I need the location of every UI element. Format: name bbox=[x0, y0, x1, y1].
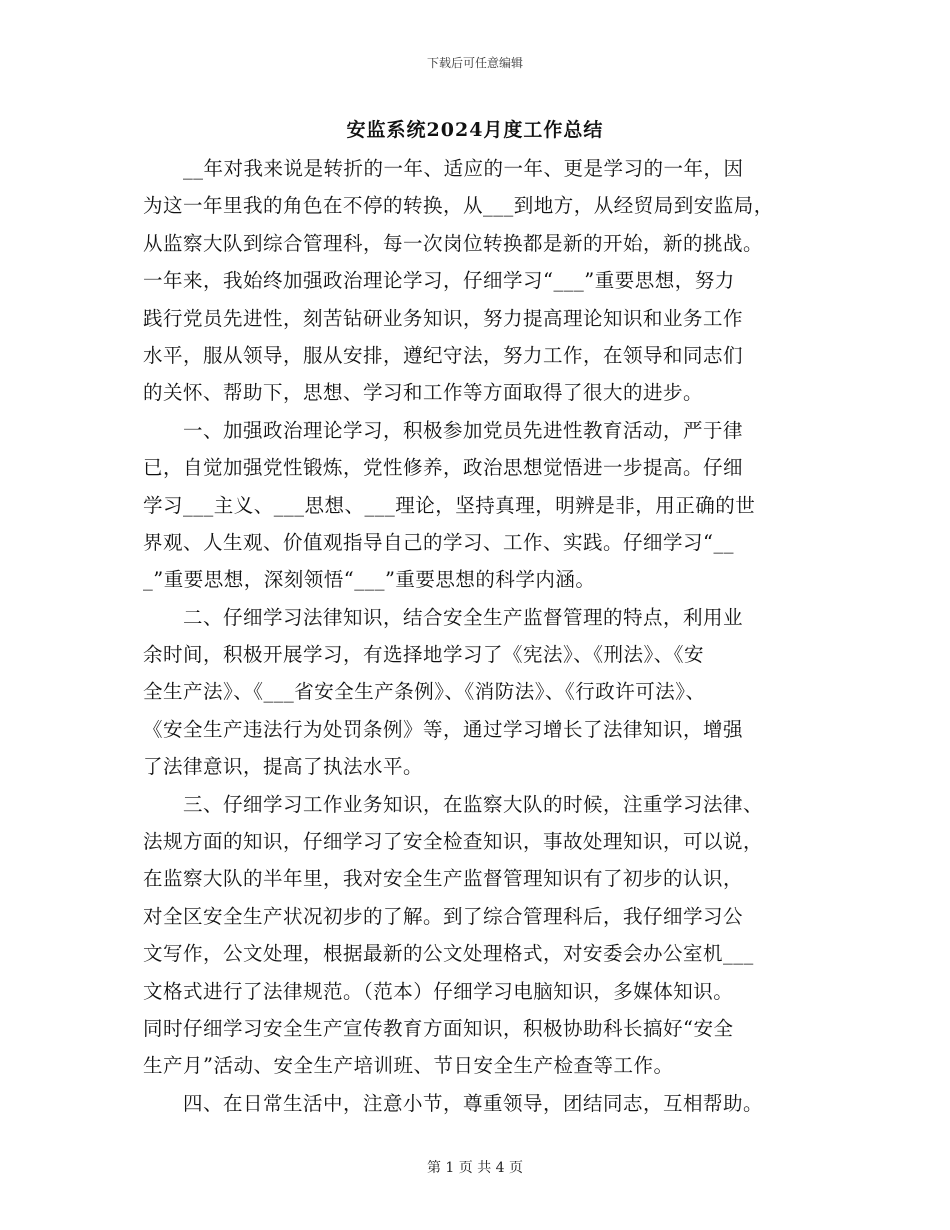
page-header-note: 下载后可任意编辑 bbox=[426, 56, 523, 70]
text-line: 学习___主义、___思想、___理论，坚持真理，明辨是非，用正确的世 bbox=[143, 493, 756, 517]
text-line: 水平，服从领导，服从安排，遵纪守法，努力工作，在领导和同志们 bbox=[143, 343, 744, 367]
text-line: 已，自觉加强党性锻炼，党性修养，政治思想觉悟进一步提高。仔细 bbox=[143, 456, 744, 480]
text-line: 一、加强政治理论学习，积极参加党员先进性教育活动，严于律 bbox=[143, 418, 744, 442]
text-line: 生产月”活动、安全生产培训班、节日安全生产检查等工作。 bbox=[143, 1054, 674, 1078]
text-line: _”重要思想，深刻领悟“___”重要思想的科学内涵。 bbox=[143, 568, 596, 592]
text-line: 一年来，我始终加强政治理论学习，仔细学习“___”重要思想，努力 bbox=[143, 269, 735, 293]
document-body bbox=[143, 150, 813, 1122]
text-line: 同时仔细学习安全生产宣传教育方面知识，积极协助科长搞好“安全 bbox=[143, 1016, 734, 1040]
text-line: 全生产法》、《___省安全生产条例》、《消防法》、《行政许可法》、 bbox=[143, 680, 706, 704]
document-title: 安监系统2024月度工作总结 bbox=[346, 119, 604, 141]
text-line: 法规方面的知识，仔细学习了安全检查知识，事故处理知识，可以说， bbox=[143, 830, 764, 854]
text-line: __年对我来说是转折的一年、适应的一年、更是学习的一年，因 bbox=[143, 157, 744, 180]
text-line: 余时间，积极开展学习，有选择地学习了《宪法》、《刑法》、《安 bbox=[143, 643, 705, 667]
text-line: 践行党员先进性，刻苦钻研业务知识，努力提高理论知识和业务工作 bbox=[143, 306, 744, 330]
text-line: 界观、人生观、价值观指导自己的学习、工作、实践。仔细学习“__ bbox=[143, 530, 734, 554]
text-line: 了法律意识，提高了执法水平。 bbox=[143, 755, 424, 779]
text-line: 《安全生产违法行为处罚条例》等，通过学习增长了法律知识，增强 bbox=[143, 717, 744, 741]
text-line: 对全区安全生产状况初步的了解。到了综合管理科后，我仔细学习公 bbox=[143, 904, 744, 928]
text-line: 从监察大队到综合管理科，每一次岗位转换都是新的开始，新的挑战。 bbox=[143, 231, 764, 255]
text-line: 四、在日常生活中，注意小节，尊重领导，团结同志，互相帮助。 bbox=[143, 1091, 764, 1115]
text-line: 二、仔细学习法律知识，结合安全生产监督管理的特点，利用业 bbox=[143, 605, 744, 629]
text-line: 为这一年里我的角色在不停的转换，从___到地方，从经贸局到安监局， bbox=[143, 194, 774, 218]
text-line: 文写作，公文处理，根据最新的公文处理格式，对安委会办公室机___ bbox=[143, 942, 754, 966]
text-line: 的关怀、帮助下，思想、学习和工作等方面取得了很大的进步。 bbox=[143, 381, 704, 405]
page-number: 第 1 页 共 4 页 bbox=[426, 1160, 524, 1176]
text-line: 在监察大队的半年里，我对安全生产监督管理知识有了初步的认识， bbox=[143, 867, 744, 891]
text-line: 文格式进行了法律规范。（范本）仔细学习电脑知识，多媒体知识。 bbox=[143, 979, 734, 1003]
text-line: 三、仔细学习工作业务知识，在监察大队的时候，注重学习法律、 bbox=[143, 792, 764, 816]
